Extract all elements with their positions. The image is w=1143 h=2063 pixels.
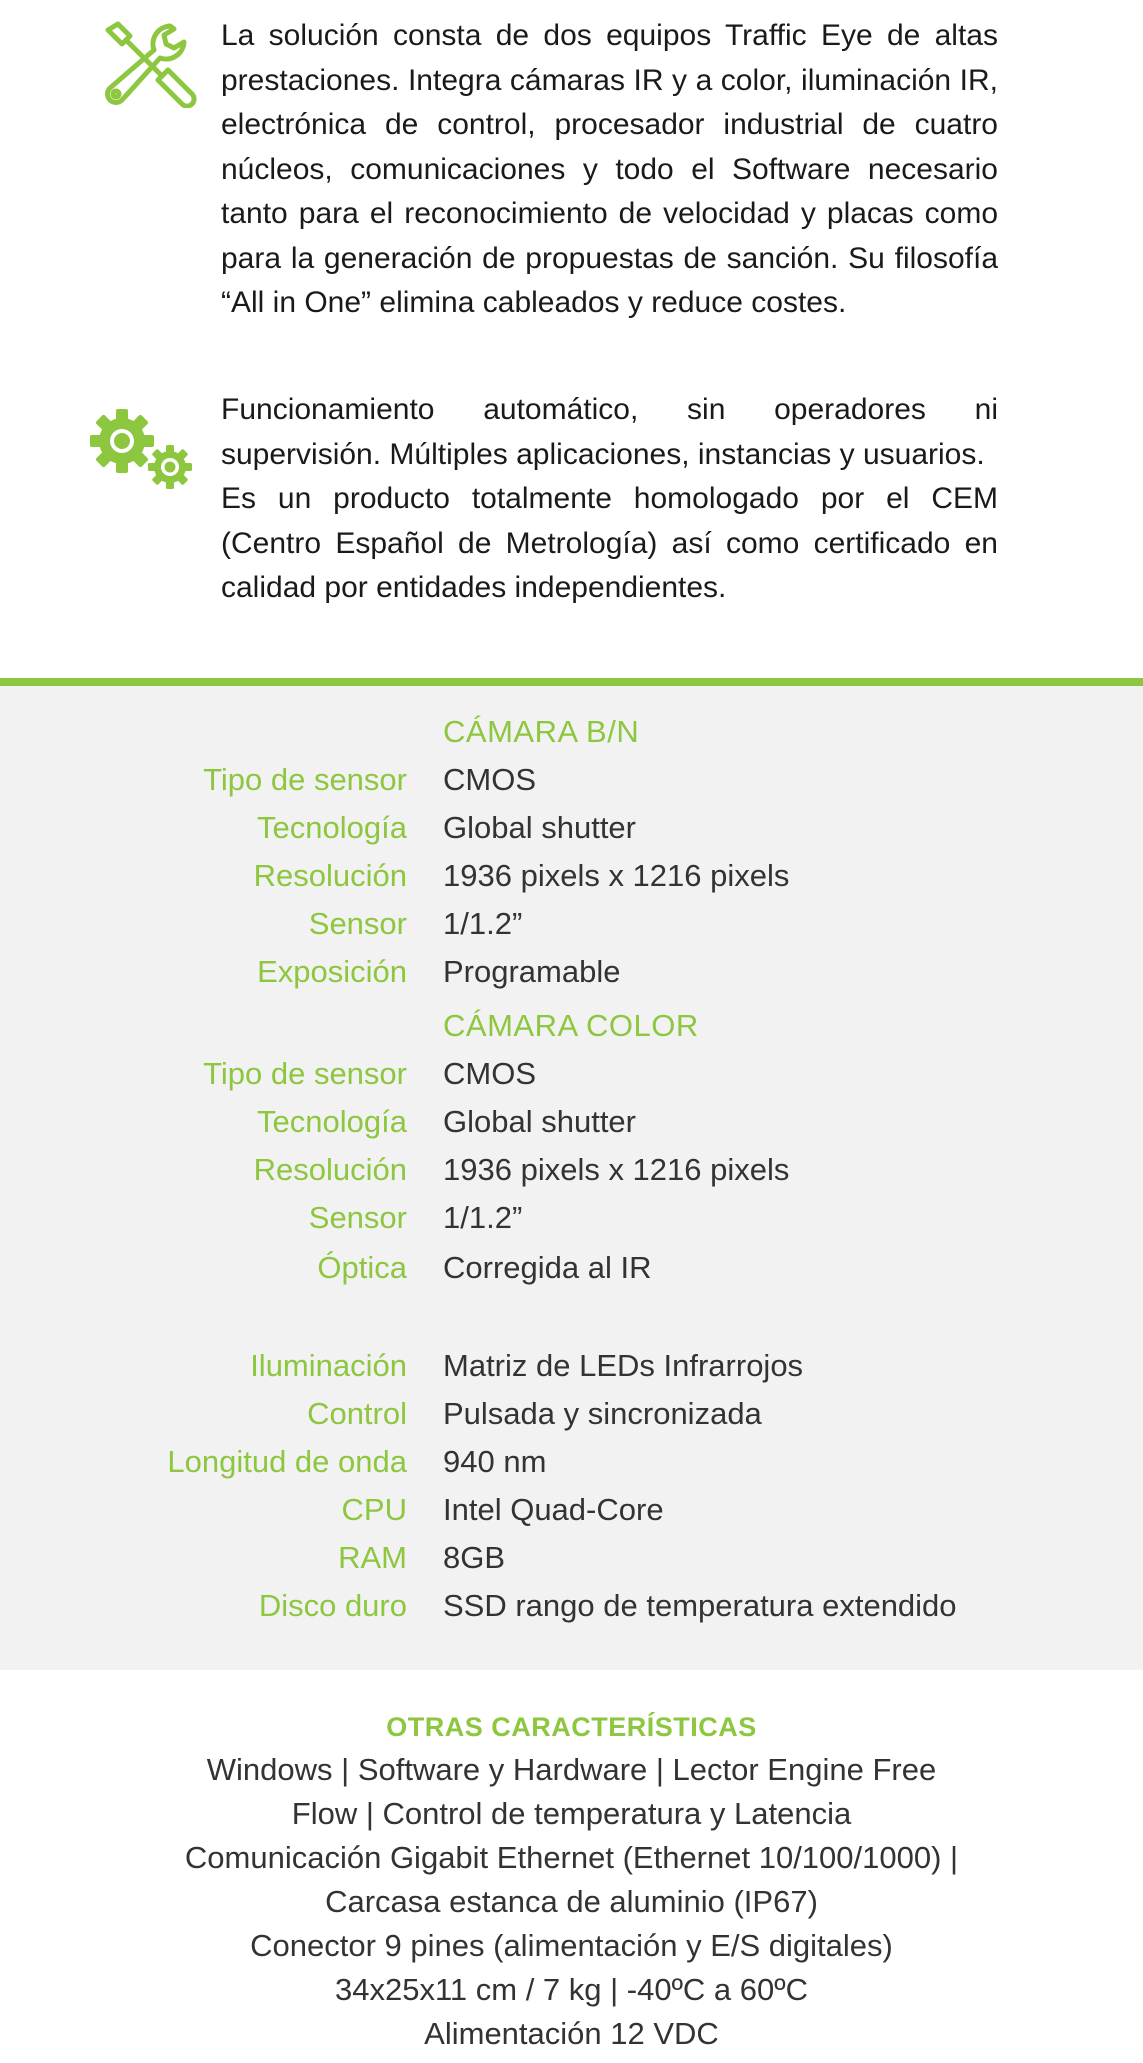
intro-text-2b: Es un producto totalmente homologado por el CEM (Centro Español de Metrología) así como certificado en calidad por entidades independientes. [221,482,998,604]
spec-label: Tipo de sensor [203,762,407,797]
spec-label: Control [307,1396,407,1431]
other-feature-line: Conector 9 pines (alimentación y E/S digitales) [250,1928,893,1963]
spec-label: Tecnología [257,810,407,845]
spec-label: Tecnología [257,1104,407,1139]
tools-icon [100,20,200,108]
spec-row [0,1438,1143,1486]
spec-row [0,852,1143,900]
spec-label: Resolución [253,858,407,893]
section-divider [0,678,1143,686]
other-feature-line: Carcasa estanca de aluminio (IP67) [325,1884,818,1919]
spec-value: 1/1.2” [443,1200,523,1235]
spec-row [0,804,1143,852]
spec-label: Iluminación [250,1348,407,1383]
spec-value: 1936 pixels x 1216 pixels [443,1152,790,1187]
spec-value: 940 nm [443,1444,547,1479]
spec-row [0,900,1143,948]
other-features [0,1670,1143,2063]
spec-row [0,1194,1143,1242]
spec-value: SSD rango de temperatura extendido [443,1588,957,1623]
spec-value: CMOS [443,1056,536,1091]
spec-value: Programable [443,954,621,989]
spec-row [0,1146,1143,1194]
spec-label: Resolución [253,1152,407,1187]
spec-value: 1936 pixels x 1216 pixels [443,858,790,893]
spec-value: Intel Quad-Core [443,1492,664,1527]
specs-table [0,686,1143,1670]
other-feature-line: 34x25x11 cm / 7 kg | -40ºC a 60ºC [335,1972,808,2007]
spec-row [0,756,1143,804]
spec-value: 1/1.2” [443,906,523,941]
spec-label: Disco duro [258,1588,407,1623]
spec-row [0,1534,1143,1582]
camera-bw-title: CÁMARA B/N [443,714,640,749]
spec-row [0,1390,1143,1438]
spec-label: CPU [341,1492,407,1527]
spec-value: Corregida al IR [443,1250,652,1285]
intro-paragraph-2 [221,388,998,611]
spec-row [0,1244,1143,1292]
spec-label: Longitud de onda [167,1444,407,1479]
other-feature-line: Windows | Software y Hardware | Lector Engine Free [206,1752,937,1787]
spec-label: Sensor [308,906,407,941]
spec-label: Óptica [317,1250,407,1285]
spec-value: CMOS [443,762,536,797]
spec-label: Tipo de sensor [203,1056,407,1091]
spec-value: Matriz de LEDs Infrarrojos [443,1348,804,1383]
camera-color-title: CÁMARA COLOR [443,1008,699,1043]
spec-row [0,1342,1143,1390]
spec-row [0,1050,1143,1098]
other-feature-line: Flow | Control de temperatura y Latencia [291,1796,852,1831]
intro-text-2a: Funcionamiento automático, sin operadores ni supervisión. Múltiples aplicaciones, instancias y usuarios. [221,393,998,471]
spec-value: 8GB [443,1540,506,1575]
other-feature-line: Alimentación 12 VDC [424,2016,719,2051]
spec-label: Exposición [257,954,407,989]
spec-value: Pulsada y sincronizada [443,1396,762,1431]
spec-row [0,1486,1143,1534]
intro-paragraph-1 [221,14,998,326]
intro-section [0,0,1143,678]
spec-label: RAM [338,1540,407,1575]
spec-value: Global shutter [443,1104,636,1139]
gears-icon [88,403,200,495]
spec-row [0,1098,1143,1146]
spec-label: Sensor [308,1200,407,1235]
spec-row [0,948,1143,996]
other-feature-line: Comunicación Gigabit Ethernet (Ethernet 10/100/1000) | [184,1840,959,1875]
other-features-title: OTRAS CARACTERÍSTICAS [386,1712,757,1742]
spec-row [0,1582,1143,1630]
spec-value: Global shutter [443,810,636,845]
intro-text-1: La solución consta de dos equipos Traffic Eye de altas prestaciones. Integra cámaras IR y a color, iluminación IR, electrónica de control, procesador industrial de cuatro núcleos, comunicaciones y todo el Software necesario tanto para el reconocimiento de velocidad y placas como para la generación de propuestas de sanción. Su filosofía “All in One” elimina cableados y reduce costes. [221,19,998,319]
